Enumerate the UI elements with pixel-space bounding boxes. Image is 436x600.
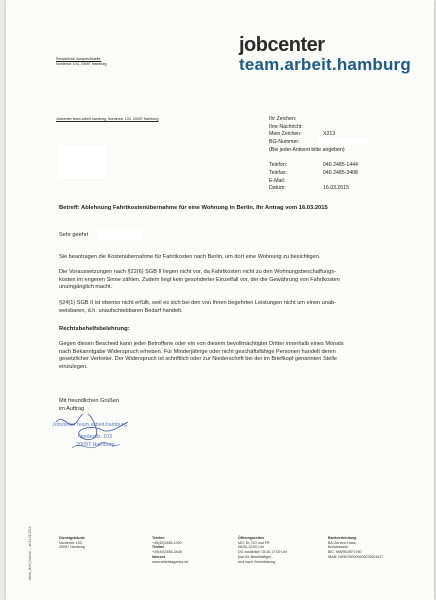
logo-jobcenter: jobcenter [239,34,325,56]
letter-page [6,0,434,600]
sender-office-label: Persönliche Vorsprechstelle: [56,57,102,61]
info-row: E-Mail: [269,177,286,184]
closing-greeting: Mit freundlichen Grüßen [59,398,120,404]
info-row: Telefon: 040 2485-1444 [269,162,358,169]
info-row: Datum: 16.03.2015 [269,185,349,192]
closing-on-behalf: im Auftrag [59,405,85,412]
stamp-line-2: Norderstr. 103 [78,434,113,440]
footer-office: Dienstgebäude Norderstr. 103 20097 Hamburg [59,536,85,550]
legal-remedy-heading: Rechtsbehelfsbelehrung: [59,326,130,332]
stamp-and-signature [50,414,160,464]
info-row: Ihre Nachricht: [269,123,303,130]
info-row: Mein Zeichen: X213 [269,131,336,138]
paragraph-request: Sie beantragen die Kostenübernahme für Fahrtkosten nach Berlin, um dort eine Wohnung zu besichtigen. [59,254,321,260]
return-address: Jobcenter team.arbeit.hamburg, Norderstr. 103, 20097 Hamburg [56,117,159,121]
reference-info-block [269,116,358,193]
paragraph-section-24: §24(1) SGB II ist ebenso nicht erfüllt, weil es sich bei den von Ihnen begehrten Leistungen nicht um einen unab- weisbaren, d.h. unaufschiebbaren Bedarf handelt. [59,300,337,314]
logo-team-arbeit-hamburg: team.arbeit.hamburg [239,55,411,74]
form-code-vertical: dtbsw_Brief_Neutral ... ab 01.01.2014 [28,526,32,580]
salutation: Sehr geehrt [59,232,89,238]
stamp-line-1: Jobcenter team.arbeit.hamburg [52,422,127,428]
stamp-line-3: 20097 Hamburg [76,442,115,448]
footer-opening-hours: Öffnungszeiten MO, DI, DO und FR 08:00-12:00 Uhr DO zusätzlich 15:30-17:00 Uhr (nur für Berufstätige) und nach Vereinbarung [238,536,288,564]
info-row: (Bei jeder Antwort bitte angeben) [269,146,345,153]
closing [59,398,119,413]
sender-office-address: Norderstr. 103, 20097 Hamburg [56,62,107,66]
footer-bank: Bankverbindung BA-Service-Haus Bundesbank BIC: MARKDEF1760 IBAN: DE50760000000076001617 [328,536,384,559]
paragraph-section-22: Die Voraussetzungen nach §22(6) SGB II liegen nicht vor, da Fahrtkosten nicht zu den Wohnungsbeschaffungs- kosten im engeren Sinne zählen. Zudem liegt kein gesonderter Einzelfall vor, der die Gewährung von Fahrtkosten unumgänglich macht. [59,269,340,291]
info-row-spacer [269,154,358,162]
footer-contact: Telefon +49(40)2485-1000 Telefax +49(40)2485-3408 Internet www.arbeitsagentur.de [152,536,189,564]
info-row: Telefax: 040 2485-3408 [269,169,358,176]
paragraph-legal-remedy: Gegen diesen Bescheid kann jeder Betroffene oder ein von diesem bevollmächtigter Dritter innerhalb eines Monats nach Bekanntgabe Widerspruch erheben. Für Minderjährige oder nicht geschäftsfähige Personen handelt deren gesetzlicher Vertreter. Der Widerspruch ist schriftlich oder zur Niederschrift bei der im Briefkopf genannten Stelle einzulegen. [59,341,344,370]
info-row: BG-Nummer: [269,139,300,146]
info-row: Ihr Zeichen: [269,116,297,122]
recipient-address-redacted [59,145,107,179]
salutation-name-redacted [98,230,142,241]
subject-line: Betreff: Ablehnung Fahrtkostenübernahme für eine Wohnung in Berlin, Ihr Antrag vom 16.03.2015 [59,205,328,211]
